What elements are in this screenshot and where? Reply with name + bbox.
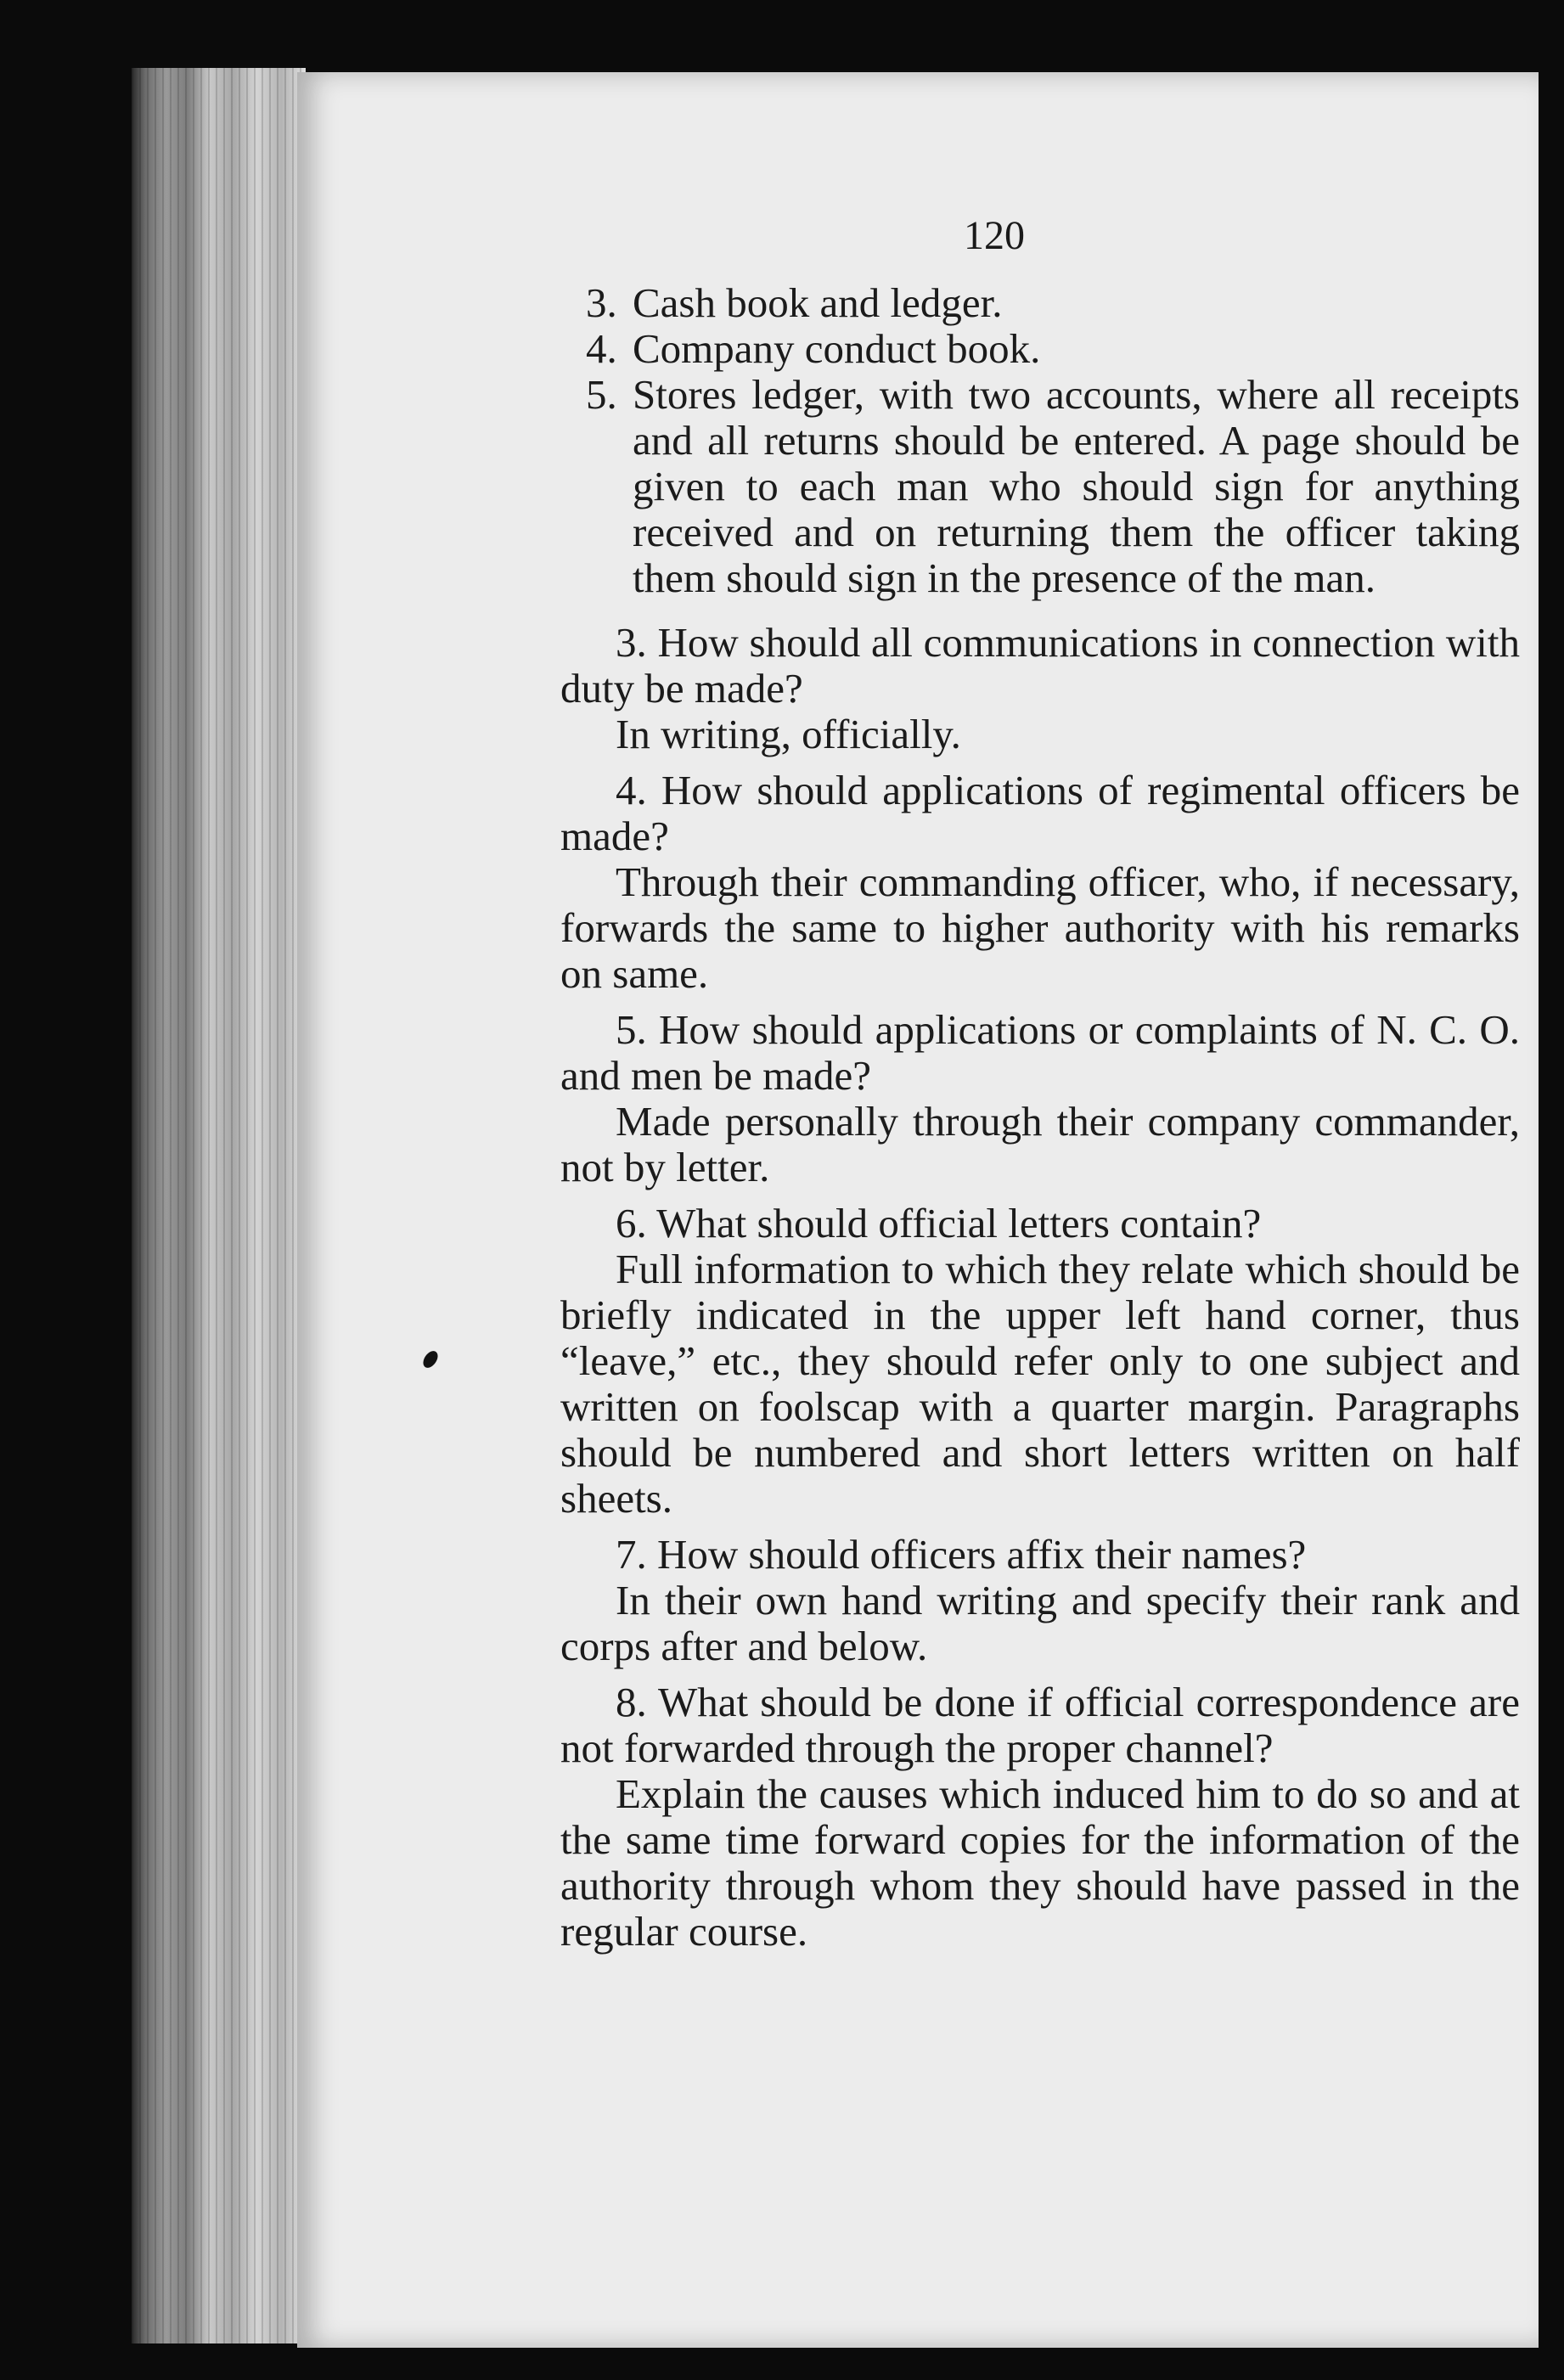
page-body [560,280,1520,1965]
question: 7. How should officers affix their names? [616,1531,1307,1578]
answer: In their own hand writing and specify their rank and corps after and below. [560,1577,1520,1669]
list-item-number: 4. [586,325,617,372]
list-item-number: 3. [586,279,617,326]
list-item-number: 5. [586,371,617,418]
ink-speck [420,1348,441,1370]
question: 6. What should official letters contain? [616,1200,1262,1246]
qa-block [560,1532,1520,1669]
question: 3. How should all communications in connection with duty be made? [560,619,1520,712]
list-item [560,372,1520,601]
record-books-list [560,280,1520,601]
qa-block [560,1007,1520,1190]
qa-block [560,620,1520,757]
question: 4. How should applications of regimental officers be made? [560,767,1520,859]
book-binding-edge [132,68,306,2343]
list-item-text: Stores ledger, with two accounts, where all receipts and all returns should be entered. A page should be given to each man who should sign for anything received and on returning them the officer taking them should sign in the presence of the man. [633,371,1520,601]
list-item-text: Cash book and ledger. [633,279,1003,326]
question: 8. What should be done if official correspondence are not forwarded through the proper channel? [560,1679,1520,1771]
answer: Full information to which they relate which should be briefly indicated in the upper left hand corner, thus “leave,” etc., they should refer only to one subject and written on foolscap with a quarter margin. Paragraphs should be numbered and short letters written on half sheets. [560,1246,1520,1522]
qa-block [560,768,1520,997]
answer: In writing, officially. [616,711,961,757]
answer: Made personally through their company commander, not by letter. [560,1098,1520,1190]
book-page [297,72,1539,2348]
answer: Through their commanding officer, who, if necessary, forwards the same to higher authority with his remarks on same. [560,858,1520,997]
answer: Explain the causes which induced him to do so and at the same time forward copies for the information of the authority through whom they should have passed in the regular course. [560,1770,1520,1955]
question: 5. How should applications or complaints of N. C. O. and men be made? [560,1006,1520,1099]
page-number: 120 [964,213,1025,258]
list-item [560,326,1520,372]
qa-block [560,1680,1520,1955]
list-item [560,280,1520,326]
qa-block [560,1201,1520,1522]
list-item-text: Company conduct book. [633,325,1041,372]
